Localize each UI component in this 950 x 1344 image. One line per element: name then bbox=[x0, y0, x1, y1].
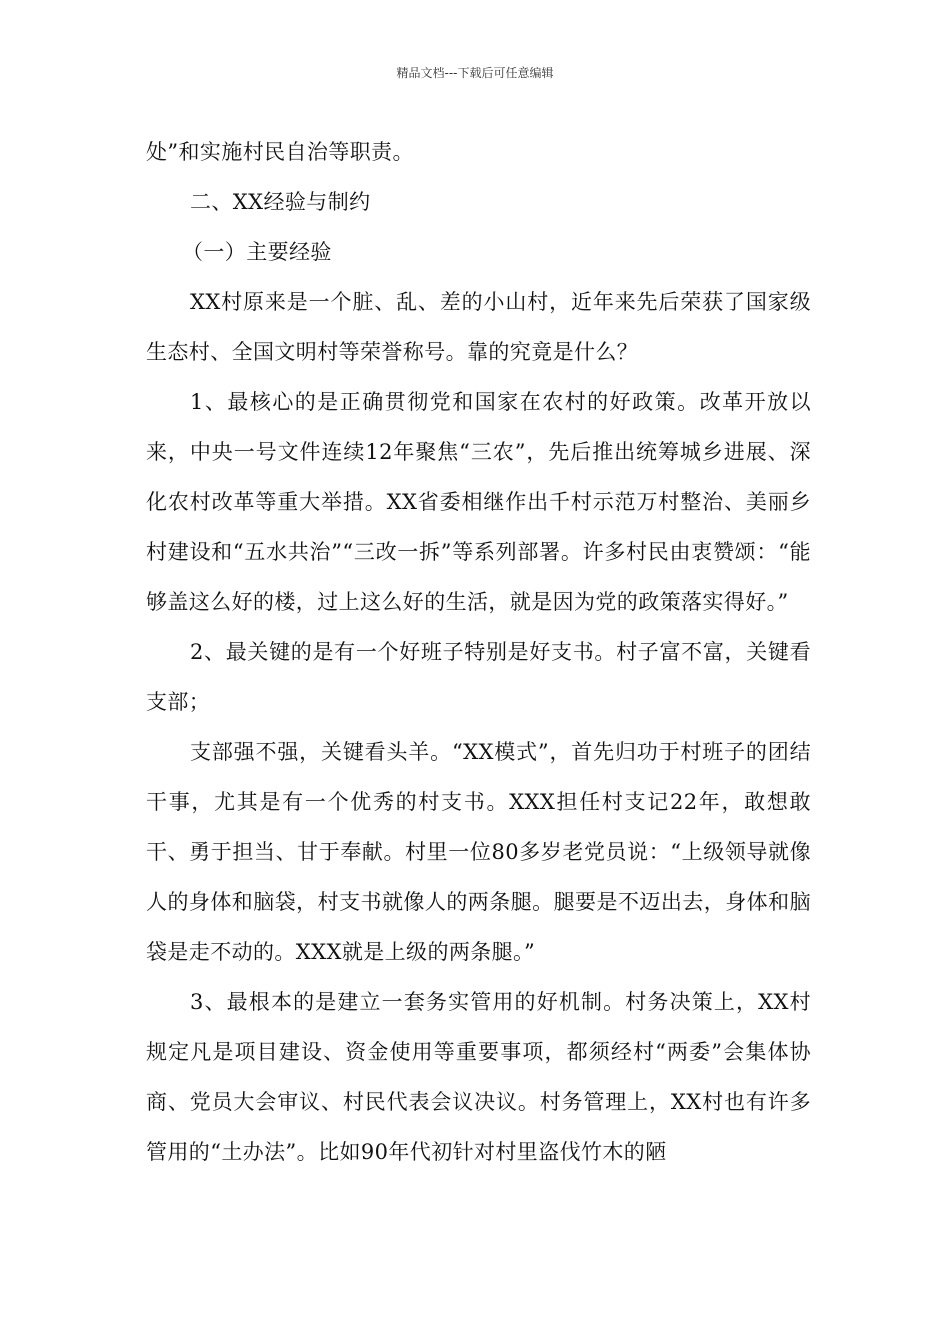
paragraph: 1、最核心的是正确贯彻党和国家在农村的好政策。改革开放以来，中央一号文件连续12年聚焦“三农”，先后推出统筹城乡进展、深化农村改革等重大举措。XX省委相继作出千村示范万村整治、美丽乡村建设和“五水共治”“三改一拆”等系列部署。许多村民由衷赞颂：“能够盖这么好的楼，过上这么好的生活，就是因为党的政策落实得好。” bbox=[146, 390, 811, 614]
section-heading: 二、XX经验与制约 bbox=[190, 190, 371, 214]
document-body bbox=[146, 127, 811, 1177]
paragraph-continuation: 处”和实施村民自治等职责。 bbox=[146, 140, 414, 164]
paragraph: 3、最根本的是建立一套务实管用的好机制。村务决策上，XX村规定凡是项目建设、资金使用等重要事项，都须经村“两委”会集体协商、党员大会审议、村民代表会议决议。村务管理上，XX村也有许多管用的“土办法”。比如90年代初针对村里盗伐竹木的陋 bbox=[146, 990, 811, 1164]
paragraph: 2、最关键的是有一个好班子特别是好支书。村子富不富，关键看支部； bbox=[146, 640, 811, 714]
subsection-heading: （一）主要经验 bbox=[182, 240, 332, 264]
paragraph: XX村原来是一个脏、乱、差的小山村，近年来先后荣获了国家级生态村、全国文明村等荣誉称号。靠的究竟是什么？ bbox=[146, 290, 811, 364]
page-header: 精品文档---下载后可任意编辑 bbox=[396, 66, 554, 80]
paragraph: 支部强不强，关键看头羊。“XX模式”，首先归功于村班子的团结干事，尤其是有一个优秀的村支书。XXX担任村支记22年，敢想敢干、勇于担当、甘于奉献。村里一位80多岁老党员说：“上级领导就像人的身体和脑袋，村支书就像人的两条腿。腿要是不迈出去，身体和脑袋是走不动的。XXX就是上级的两条腿。” bbox=[146, 740, 811, 964]
